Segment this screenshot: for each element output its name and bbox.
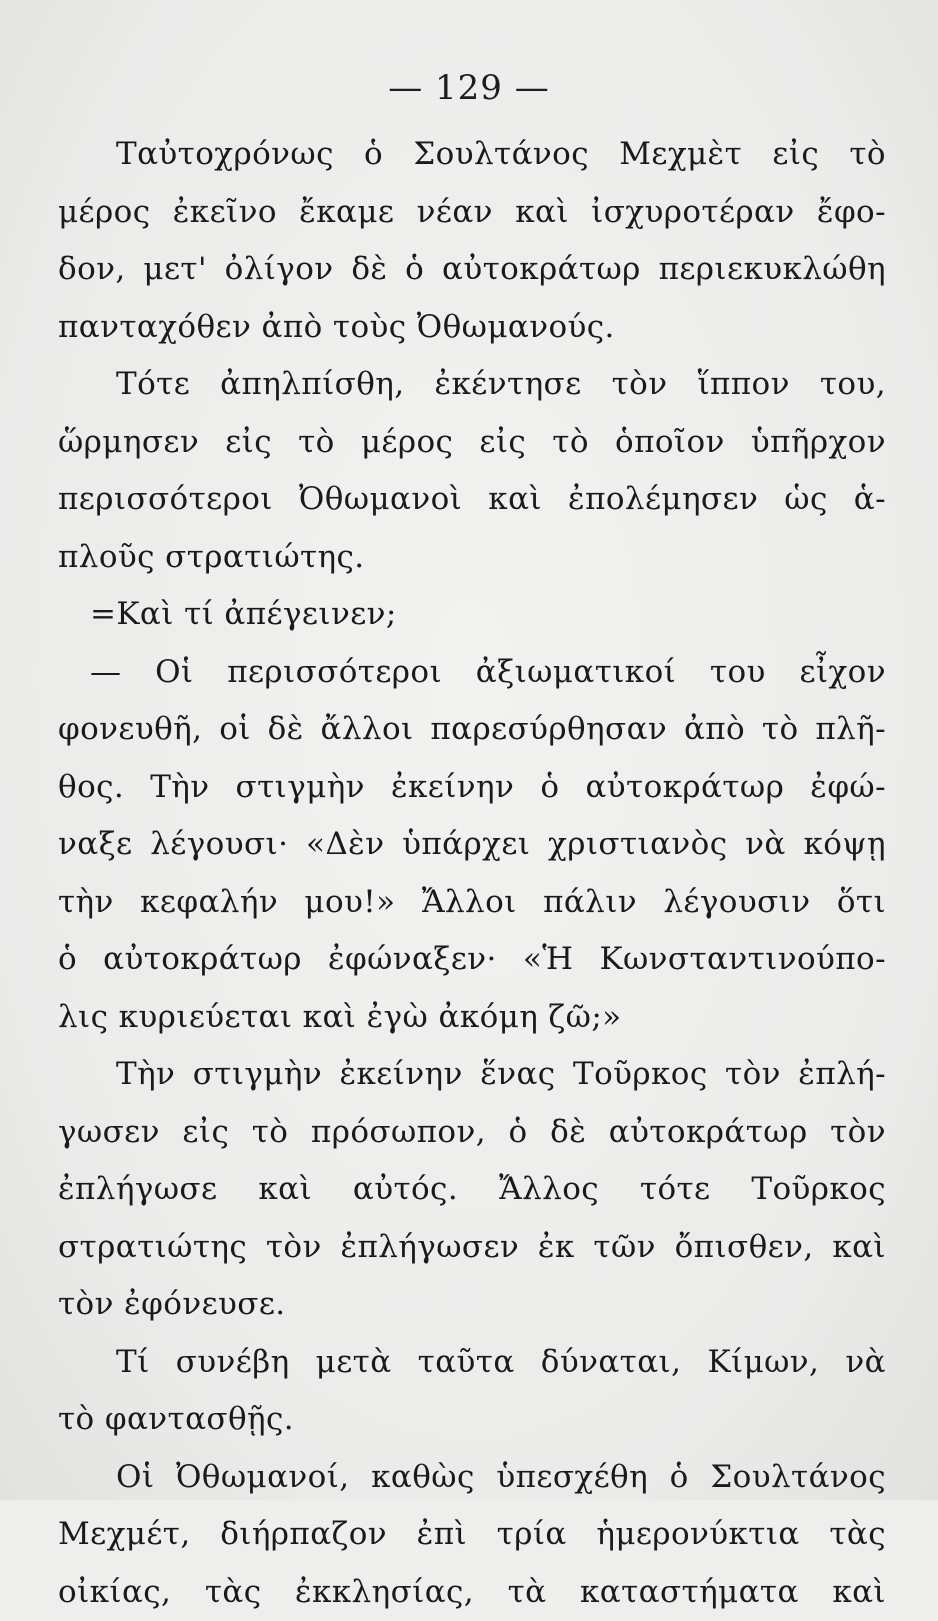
text-line: τὸ φαντασθῇς. bbox=[58, 1391, 886, 1449]
text-line: Μεχμέτ, διήρπαζον ἐπὶ τρία ἡμερονύκτια τὰς bbox=[58, 1506, 886, 1564]
text-line: οἰκίας, τὰς ἐκκλησίας, τὰ καταστήματα καὶ bbox=[58, 1564, 886, 1621]
text-line: γωσεν εἰς τὸ πρόσωπον, ὁ δὲ αὐτοκράτωρ τὸν bbox=[58, 1104, 886, 1162]
text-line: πλοῦς στρατιώτης. bbox=[58, 529, 886, 587]
page-number: — 129 — bbox=[0, 68, 938, 108]
text-line: πανταχόθεν ἀπὸ τοὺς Ὀθωμανούς. bbox=[58, 299, 886, 357]
text-line: μέρος ἐκεῖνο ἔκαμε νέαν καὶ ἰσχυροτέραν ἔφο- bbox=[58, 184, 886, 242]
text-line: περισσότεροι Ὀθωμανοὶ καὶ ἐπολέμησεν ὡς ἁ- bbox=[58, 471, 886, 529]
text-line: =Καὶ τί ἀπέγεινεν; bbox=[58, 586, 886, 644]
text-line: ἐπλήγωσε καὶ αὐτός. Ἄλλος τότε Τοῦρκος bbox=[58, 1161, 886, 1219]
text-line: λις κυριεύεται καὶ ἐγὼ ἀκόμη ζῶ;» bbox=[58, 989, 886, 1047]
text-line: θος. Τὴν στιγμὴν ἐκείνην ὁ αὐτοκράτωρ ἐφώ- bbox=[58, 759, 886, 817]
text-line: Οἱ Ὀθωμανοί, καθὼς ὑπεσχέθη ὁ Σουλτάνος bbox=[58, 1449, 886, 1507]
text-line: — Οἱ περισσότεροι ἀξιωματικοί του εἶχον bbox=[58, 644, 886, 702]
text-line: Τότε ἀπηλπίσθη, ἐκέντησε τὸν ἵππον του, bbox=[58, 356, 886, 414]
page-text bbox=[58, 126, 886, 1621]
text-line: Τὴν στιγμὴν ἐκείνην ἕνας Τοῦρκος τὸν ἐπλή- bbox=[58, 1046, 886, 1104]
text-line: ὥρμησεν εἰς τὸ μέρος εἰς τὸ ὁποῖον ὑπῆρχον bbox=[58, 414, 886, 472]
text-line: δον, μετ' ὀλίγον δὲ ὁ αὐτοκράτωρ περιεκυκλώθη bbox=[58, 241, 886, 299]
text-line: ναξε λέγουσι· «Δὲν ὑπάρχει χριστιανὸς νὰ κόψῃ bbox=[58, 816, 886, 874]
text-line: φονευθῆ, οἱ δὲ ἄλλοι παρεσύρθησαν ἀπὸ τὸ πλῆ- bbox=[58, 701, 886, 759]
text-line: τὸν ἐφόνευσε. bbox=[58, 1276, 886, 1334]
text-line: ὁ αὐτοκράτωρ ἐφώναξεν· «Ἡ Κωνσταντινούπο- bbox=[58, 931, 886, 989]
text-line: στρατιώτης τὸν ἐπλήγωσεν ἐκ τῶν ὄπισθεν, καὶ bbox=[58, 1219, 886, 1277]
text-line: Τί συνέβη μετὰ ταῦτα δύναται, Κίμων, νὰ bbox=[58, 1334, 886, 1392]
text-line: Ταὐτοχρόνως ὁ Σουλτάνος Μεχμὲτ εἰς τὸ bbox=[58, 126, 886, 184]
text-line: τὴν κεφαλήν μου!» Ἄλλοι πάλιν λέγουσιν ὅτι bbox=[58, 874, 886, 932]
